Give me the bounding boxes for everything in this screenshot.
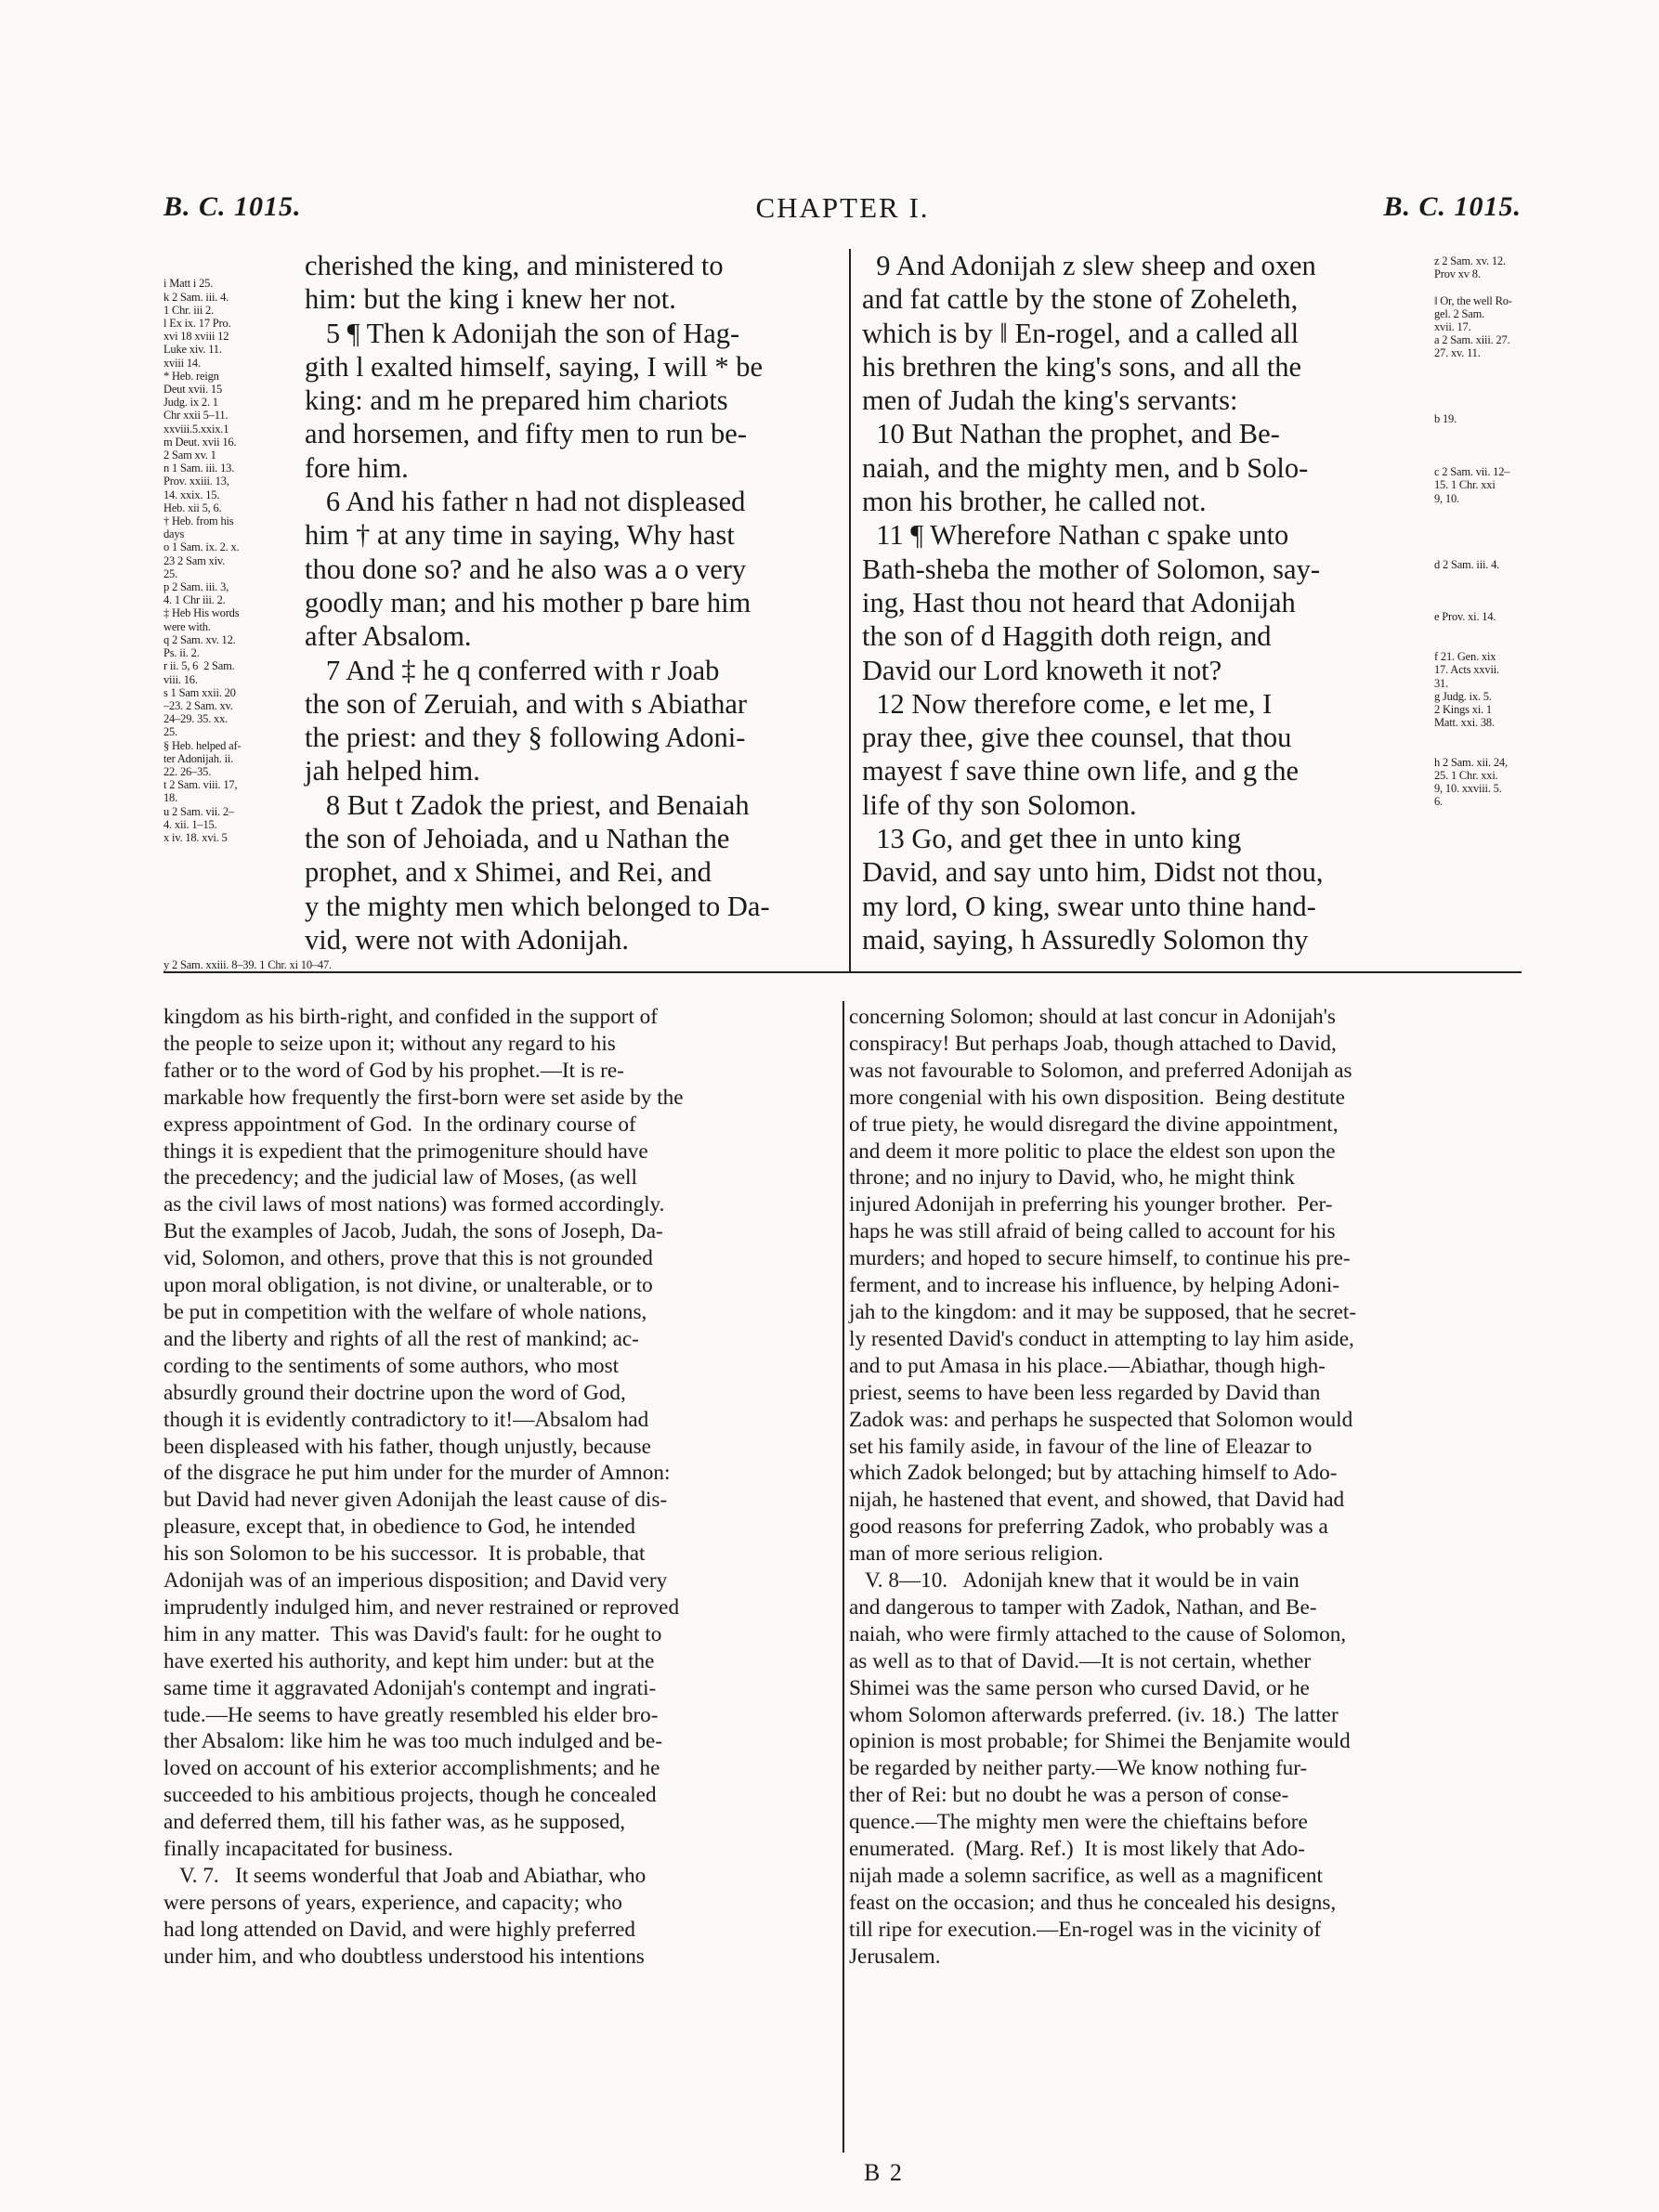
marginal-ref-line <box>1434 637 1522 650</box>
marginal-ref-line: Prov xv 8. <box>1434 267 1481 281</box>
marginal-ref-line <box>1434 518 1522 531</box>
marginal-ref-line <box>1434 360 1522 373</box>
commentary-line: express appointment of God. In the ordinary course of <box>163 1112 636 1137</box>
verse-line: David our Lord knoweth it not? <box>862 654 1222 686</box>
verse-line: my lord, O king, swear unto thine hand- <box>862 890 1316 922</box>
marginal-ref-line: Ps. ii. 2. <box>163 646 200 660</box>
verse-line: and horsemen, and fifty men to run be- <box>305 418 747 450</box>
marginal-ref-line: 6. <box>1434 795 1443 809</box>
verse-line: ing, Hast thou not heard that Adonijah <box>862 586 1296 618</box>
marginal-ref-line: xxviii.5.xxix.1 <box>163 422 229 436</box>
verse-line: and fat cattle by the stone of Zoheleth, <box>862 283 1299 316</box>
marginal-ref-line: viii. 16. <box>163 672 198 686</box>
left-marginal-references <box>163 251 332 971</box>
signature-mark: B 2 <box>864 2159 904 2186</box>
commentary-line: tude.—He seems to have greatly resembled his elder bro- <box>163 1702 659 1727</box>
commentary-line: markable how frequently the first-born were set aside by the <box>163 1085 684 1110</box>
commentary-line: whom Solomon afterwards preferred. (iv. 18.) The latter <box>849 1702 1339 1727</box>
marginal-ref-line: were with. <box>163 619 211 633</box>
verse-line: Bath-sheba the mother of Solomon, say- <box>862 553 1320 585</box>
commentary-line: were persons of years, experience, and capacity; who <box>163 1890 622 1915</box>
verse-line: men of Judah the king's servants: <box>862 384 1238 417</box>
commentary-line: enumerated. (Marg. Ref.) It is most likely that Ado- <box>849 1837 1305 1862</box>
verse-line: mon his brother, he called not. <box>862 486 1207 518</box>
verse-line: vid, were not with Adonijah. <box>305 923 630 956</box>
marginal-ref-line: 31. <box>1434 676 1449 690</box>
marginal-ref-line: m Deut. xvii 16. <box>163 435 237 449</box>
marginal-ref-line: 18. <box>163 791 178 805</box>
commentary-line: quence.—The mighty men were the chieftains before <box>849 1810 1308 1835</box>
commentary-line: loved on account of his exterior accomplishments; and he <box>163 1756 660 1781</box>
commentary-line: injured Adonijah in preferring his younger brother. Per- <box>849 1192 1333 1217</box>
verse-line: the priest: and they § following Adoni- <box>305 722 746 754</box>
commentary-divider <box>843 1001 844 2153</box>
marginal-ref-line <box>1434 584 1522 597</box>
marginal-ref-line <box>1434 571 1522 584</box>
marginal-ref-line <box>1434 280 1522 293</box>
verse-line: 13 Go, and get thee in unto king <box>862 823 1242 855</box>
marginal-ref-line: 14. xxix. 15. <box>163 488 220 501</box>
commentary-line: kingdom as his birth-right, and confided in the support of <box>163 1005 658 1029</box>
commentary-line: and to put Amasa in his place.—Abiathar, though high- <box>849 1353 1326 1378</box>
marginal-ref-line <box>1434 624 1522 637</box>
commentary-line: and dangerous to tamper with Zadok, Nathan, and Be- <box>849 1594 1317 1620</box>
marginal-ref-line: 25. <box>163 566 178 580</box>
verse-line: king: and m he prepared him chariots <box>305 384 728 417</box>
commentary-line: Zadok was: and perhaps he suspected that Solomon would <box>849 1407 1353 1432</box>
commentary-line: man of more serious religion. <box>849 1542 1104 1567</box>
marginal-ref-line: u 2 Sam. vii. 2– <box>163 804 234 818</box>
marginal-ref-line <box>1434 729 1522 742</box>
commentary-line: have exerted his authority, and kept him under: but at the <box>163 1648 655 1673</box>
commentary-line: Jerusalem. <box>849 1944 941 1969</box>
verse-line: him † at any time in saying, Why hast <box>305 519 735 552</box>
commentary-line: of the disgrace he put him under for the murder of Amnon: <box>163 1461 671 1486</box>
marginal-ref-line <box>1434 544 1522 557</box>
marginal-ref-line: k 2 Sam. iii. 4. <box>163 290 229 304</box>
verse-line: mayest f save thine own life, and g the <box>862 755 1300 787</box>
commentary-line: throne; and no injury to David, who, he might think <box>849 1165 1295 1191</box>
commentary-line: same time it aggravated Adonijah's contempt and ingrati- <box>163 1675 657 1700</box>
verse-line: his brethren the king's sons, and all the <box>862 350 1302 383</box>
commentary-line: though it is evidently contradictory to it!—Absalom had <box>163 1407 649 1432</box>
verse-line: 12 Now therefore come, e let me, I <box>862 687 1273 720</box>
commentary-line: upon moral obligation, is not divine, or unalterable, or to <box>163 1273 653 1298</box>
marginal-ref-line: 2 Sam xv. 1 <box>163 449 216 462</box>
commentary-line: ther of Rei: but no doubt he was a person of conse- <box>849 1783 1289 1808</box>
marginal-ref-line <box>1434 399 1522 412</box>
marginal-ref-line: ‡ Heb His words <box>163 606 240 620</box>
commentary-line: him in any matter. This was David's fault: for he ought to <box>163 1621 662 1646</box>
commentary-column-left <box>163 1004 836 1971</box>
commentary-line: the precedency; and the judicial law of Moses, (as well <box>163 1165 637 1191</box>
marginal-ref-line: 4. 1 Chr iii. 2. <box>163 593 226 607</box>
marginal-ref-line: c 2 Sam. vii. 12– <box>1434 465 1510 479</box>
marginal-ref-line <box>1434 373 1522 386</box>
verse-line: which is by ‖ En-rogel, and a called all <box>862 317 1300 349</box>
marginal-ref-line: 22. 26–35. <box>163 764 212 778</box>
commentary-line: vid, Solomon, and others, prove that this is not grounded <box>163 1246 653 1271</box>
verse-line: 10 But Nathan the prophet, and Be- <box>862 418 1280 450</box>
commentary-line: But the examples of Jacob, Judah, the sons of Joseph, Da- <box>163 1219 663 1244</box>
marginal-ref-line: z 2 Sam. xv. 12. <box>1434 254 1506 267</box>
commentary-line: and deferred them, till his father was, as he supposed, <box>163 1810 626 1835</box>
marginal-ref-line: 15. 1 Chr. xxi <box>1434 478 1496 492</box>
header-date-right: B. C. 1015. <box>1383 191 1522 222</box>
commentary-line: more congenial with his own disposition. Being destitute <box>849 1085 1345 1110</box>
marginal-ref-line <box>1434 426 1522 439</box>
commentary-line: succeeded to his ambitious projects, though he concealed <box>163 1783 657 1808</box>
commentary-line: and the liberty and rights of all the rest of mankind; ac- <box>163 1326 639 1351</box>
verse-line: naiah, and the mighty men, and b Solo- <box>862 451 1309 484</box>
marginal-ref-line: xviii 14. <box>163 356 201 370</box>
commentary-line: absurdly ground their doctrine upon the word of God, <box>163 1380 626 1405</box>
commentary-line: priest, seems to have been less regarded by David than <box>849 1380 1321 1405</box>
marginal-ref-line: * Heb. reign <box>163 369 219 383</box>
commentary-line: his son Solomon to be his successor. It is probable, that <box>163 1542 646 1567</box>
commentary-line: but David had never given Adonijah the least cause of dis- <box>163 1488 668 1513</box>
marginal-ref-line: e Prov. xi. 14. <box>1434 610 1496 624</box>
commentary-line: feast on the occasion; and thus he concealed his designs, <box>849 1890 1337 1915</box>
marginal-ref-line: † Heb. from his <box>163 514 234 528</box>
scripture-column-left <box>305 249 845 956</box>
verse-line: jah helped him. <box>305 755 480 787</box>
marginal-ref-line: days <box>163 527 185 541</box>
commentary-line: as well as to that of David.—It is not certain, whether <box>849 1648 1312 1673</box>
verse-line: 8 But t Zadok the priest, and Benaiah <box>305 788 750 821</box>
header-date-left: B. C. 1015. <box>163 191 302 222</box>
verse-line: fore him. <box>305 451 409 484</box>
commentary-line: good reasons for preferring Zadok, who probably was a <box>849 1515 1328 1540</box>
commentary-line: cording to the sentiments of some authors, who most <box>163 1353 620 1378</box>
marginal-ref-line: ‖ Or, the well Ro- <box>1434 293 1512 307</box>
chapter-title: CHAPTER I. <box>755 191 930 224</box>
commentary-line: nijah, he hastened that event, and showed, that David had <box>849 1488 1345 1513</box>
commentary-line: haps he was still afraid of being called to account for his <box>849 1219 1336 1244</box>
commentary-line: ly resented David's conduct in attempting to lay him aside, <box>849 1326 1354 1351</box>
commentary-line: opinion is most probable; for Shimei the Benjamite would <box>849 1729 1351 1754</box>
marginal-ref-line: 25. 1 Chr. xxi. <box>1434 768 1498 782</box>
marginal-ref-line <box>1434 386 1522 399</box>
commentary-line: conspiracy! But perhaps Joab, though attached to David, <box>849 1031 1337 1056</box>
marginal-ref-line <box>1434 452 1522 465</box>
marginal-ref-line: h 2 Sam. xii. 24, <box>1434 755 1508 769</box>
commentary-line: V. 8—10. Adonijah knew that it would be in vain <box>849 1568 1300 1594</box>
marginal-ref-line: l Ex ix. 17 Pro. <box>163 317 231 331</box>
commentary-line: which Zadok belonged; but by attaching himself to Ado- <box>849 1461 1338 1486</box>
marginal-ref-line <box>1434 439 1522 452</box>
commentary-line: pleasure, except that, in obedience to God, he intended <box>163 1515 636 1540</box>
commentary-line: set his family aside, in favour of the line of Eleazar to <box>849 1434 1313 1459</box>
verse-line: David, and say unto him, Didst not thou, <box>862 856 1324 889</box>
commentary-line: Adonijah was of an imperious disposition; and David very <box>163 1568 668 1594</box>
marginal-ref-line: ter Adonijah. ii. <box>163 751 234 765</box>
commentary-line: things it is expedient that the primogeniture should have <box>163 1139 648 1164</box>
commentary-line: Shimei was the same person who cursed David, or he <box>849 1675 1310 1700</box>
commentary-line: the people to seize upon it; without any regard to his <box>163 1031 616 1056</box>
verse-line: gith l exalted himself, saying, I will * be <box>305 350 763 383</box>
verse-line: the son of Jehoiada, and u Nathan the <box>305 823 730 855</box>
commentary-line: under him, and who doubtless understood his intentions <box>163 1944 645 1969</box>
commentary-column-right <box>849 1004 1522 1971</box>
verse-line: maid, saying, h Assuredly Solomon thy <box>862 923 1309 956</box>
marginal-ref-line: a 2 Sam. xiii. 27. <box>1434 333 1510 347</box>
commentary-line: ther Absalom: like him he was too much indulged and be- <box>163 1729 663 1754</box>
running-header <box>163 191 1522 240</box>
verse-line: 9 And Adonijah z slew sheep and oxen <box>862 250 1316 281</box>
marginal-ref-line <box>1434 531 1522 544</box>
marginal-ref-line: Chr xxii 5–11. <box>163 409 229 423</box>
marginal-ref-line: Matt. xxi. 38. <box>1434 716 1495 730</box>
marginal-ref-line: xvi 18 xviii 12 <box>163 330 229 344</box>
marginal-ref-line: b 19. <box>1434 412 1457 426</box>
verse-line: life of thy son Solomon. <box>862 788 1137 821</box>
verse-line: 11 ¶ Wherefore Nathan c spake unto <box>862 519 1289 552</box>
marginal-ref-line: 24–29. 35. xx. <box>163 712 229 726</box>
commentary-line: naiah, who were firmly attached to the cause of Solomon, <box>849 1621 1347 1646</box>
marginal-ref-line: 17. Acts xxvii. <box>1434 663 1499 677</box>
marginal-ref-line: x iv. 18. xvi. 5 <box>163 830 228 844</box>
marginal-ref-line: i Matt i 25. <box>163 277 214 291</box>
verse-line: 7 And ‡ he q conferred with r Joab <box>305 654 720 686</box>
verse-line: 5 ¶ Then k Adonijah the son of Hag- <box>305 317 740 349</box>
marginal-ref-line: r ii. 5, 6 2 Sam. <box>163 659 235 673</box>
commentary-line: V. 7. It seems wonderful that Joab and Abiathar, who <box>163 1864 647 1888</box>
section-divider <box>163 971 1522 973</box>
verse-line: the son of Zeruiah, and with s Abiathar <box>305 687 748 720</box>
marginal-ref-line: 25. <box>163 725 178 739</box>
marginal-ref-line: Heb. xii 5, 6. <box>163 501 222 514</box>
commentary-line: been displeased with his father, though unjustly, because <box>163 1434 651 1459</box>
marginal-ref-line: 9, 10. xxviii. 5. <box>1434 782 1502 796</box>
verse-line: prophet, and x Shimei, and Rei, and <box>305 856 712 889</box>
verse-line: thou done so? and he also was a o very <box>305 553 747 585</box>
marginal-ref-line: q 2 Sam. xv. 12. <box>163 632 236 646</box>
marginal-ref-line: n 1 Sam. iii. 13. <box>163 462 235 475</box>
marginal-ref-line: f 21. Gen. xix <box>1434 650 1496 664</box>
marginal-ref-line: Luke xiv. 11. <box>163 343 222 357</box>
marginal-ref-line: o 1 Sam. ix. 2. x. <box>163 540 240 554</box>
left-ref-lines <box>163 277 294 844</box>
marginal-ref-line: Deut xvii. 15 <box>163 383 223 397</box>
marginal-ref-line: xvii. 17. <box>1434 320 1471 334</box>
commentary-line: of true piety, he would disregard the divine appointment, <box>849 1112 1339 1137</box>
marginal-ref-line: Prov. xxiii. 13, <box>163 475 229 488</box>
marginal-ref-line: g Judg. ix. 5. <box>1434 689 1492 703</box>
marginal-ref-line: 23 2 Sam xiv. <box>163 553 226 567</box>
left-ref-footer: y 2 Sam. xxiii. 8–39. 1 Chr. xi 10–47. <box>163 958 332 971</box>
commentary-line: nijah made a solemn sacrifice, as well as a magnificent <box>849 1864 1323 1888</box>
commentary-line: had long attended on David, and were highly preferred <box>163 1917 636 1942</box>
marginal-ref-line: d 2 Sam. iii. 4. <box>1434 557 1500 571</box>
marginal-ref-line: t 2 Sam. viii. 17, <box>163 778 238 792</box>
commentary-line: jah to the kingdom: and it may be supposed, that he secret- <box>849 1299 1357 1324</box>
commentary-line: concerning Solomon; should at last concur in Adonijah's <box>849 1005 1336 1029</box>
verse-line: cherished the king, and ministered to <box>305 250 724 281</box>
column-divider <box>849 249 851 973</box>
commentary-line: and deem it more politic to place the eldest son upon the <box>849 1139 1336 1164</box>
commentary-line: was not favourable to Solomon, and preferred Adonijah as <box>849 1058 1352 1083</box>
right-marginal-references <box>1434 254 1522 809</box>
marginal-ref-line: –23. 2 Sam. xv. <box>163 698 233 712</box>
commentary-line: murders; and hoped to secure himself, to continue his pre- <box>849 1246 1351 1271</box>
marginal-ref-line: 9, 10. <box>1434 491 1459 505</box>
commentary-line: ferment, and to increase his influence, by helping Adoni- <box>849 1273 1340 1298</box>
verse-line: pray thee, give thee counsel, that thou <box>862 722 1292 754</box>
marginal-ref-line: p 2 Sam. iii. 3, <box>163 580 229 594</box>
commentary-line: be regarded by neither party.—We know nothing fur- <box>849 1756 1308 1781</box>
verse-line: him: but the king i knew her not. <box>305 283 676 316</box>
marginal-ref-line: s 1 Sam xxii. 20 <box>163 685 236 699</box>
marginal-ref-line <box>1434 597 1522 610</box>
verse-line: y the mighty men which belonged to Da- <box>305 890 770 922</box>
commentary-line: till ripe for execution.—En-rogel was in the vicinity of <box>849 1917 1322 1942</box>
marginal-ref-line: Judg. ix 2. 1 <box>163 396 218 410</box>
commentary-line: finally incapacitated for business. <box>163 1837 453 1862</box>
marginal-ref-line: 27. xv. 11. <box>1434 346 1481 360</box>
commentary-line: father or to the word of God by his prophet.—It is re- <box>163 1058 624 1083</box>
marginal-ref-line <box>1434 505 1522 518</box>
scripture-column-right <box>862 249 1430 956</box>
marginal-ref-line <box>1434 743 1522 756</box>
marginal-ref-line: 1 Chr. iii 2. <box>163 303 215 317</box>
verse-line: the son of d Haggith doth reign, and <box>862 620 1272 653</box>
verse-line: 6 And his father n had not displeased <box>305 486 746 518</box>
marginal-ref-line: 2 Kings xi. 1 <box>1434 702 1492 716</box>
verse-line: after Absalom. <box>305 620 472 653</box>
marginal-ref-line: gel. 2 Sam. <box>1434 306 1485 320</box>
verse-line: goodly man; and his mother p bare him <box>305 586 751 618</box>
commentary-line: be put in competition with the welfare of whole nations, <box>163 1299 647 1324</box>
marginal-ref-line: 4. xii. 1–15. <box>163 817 217 831</box>
commentary-line: imprudently indulged him, and never restrained or reproved <box>163 1594 680 1620</box>
scripture-section <box>163 249 1522 973</box>
commentary-line: as the civil laws of most nations) was formed accordingly. <box>163 1192 665 1217</box>
marginal-ref-line: § Heb. helped af- <box>163 738 242 752</box>
